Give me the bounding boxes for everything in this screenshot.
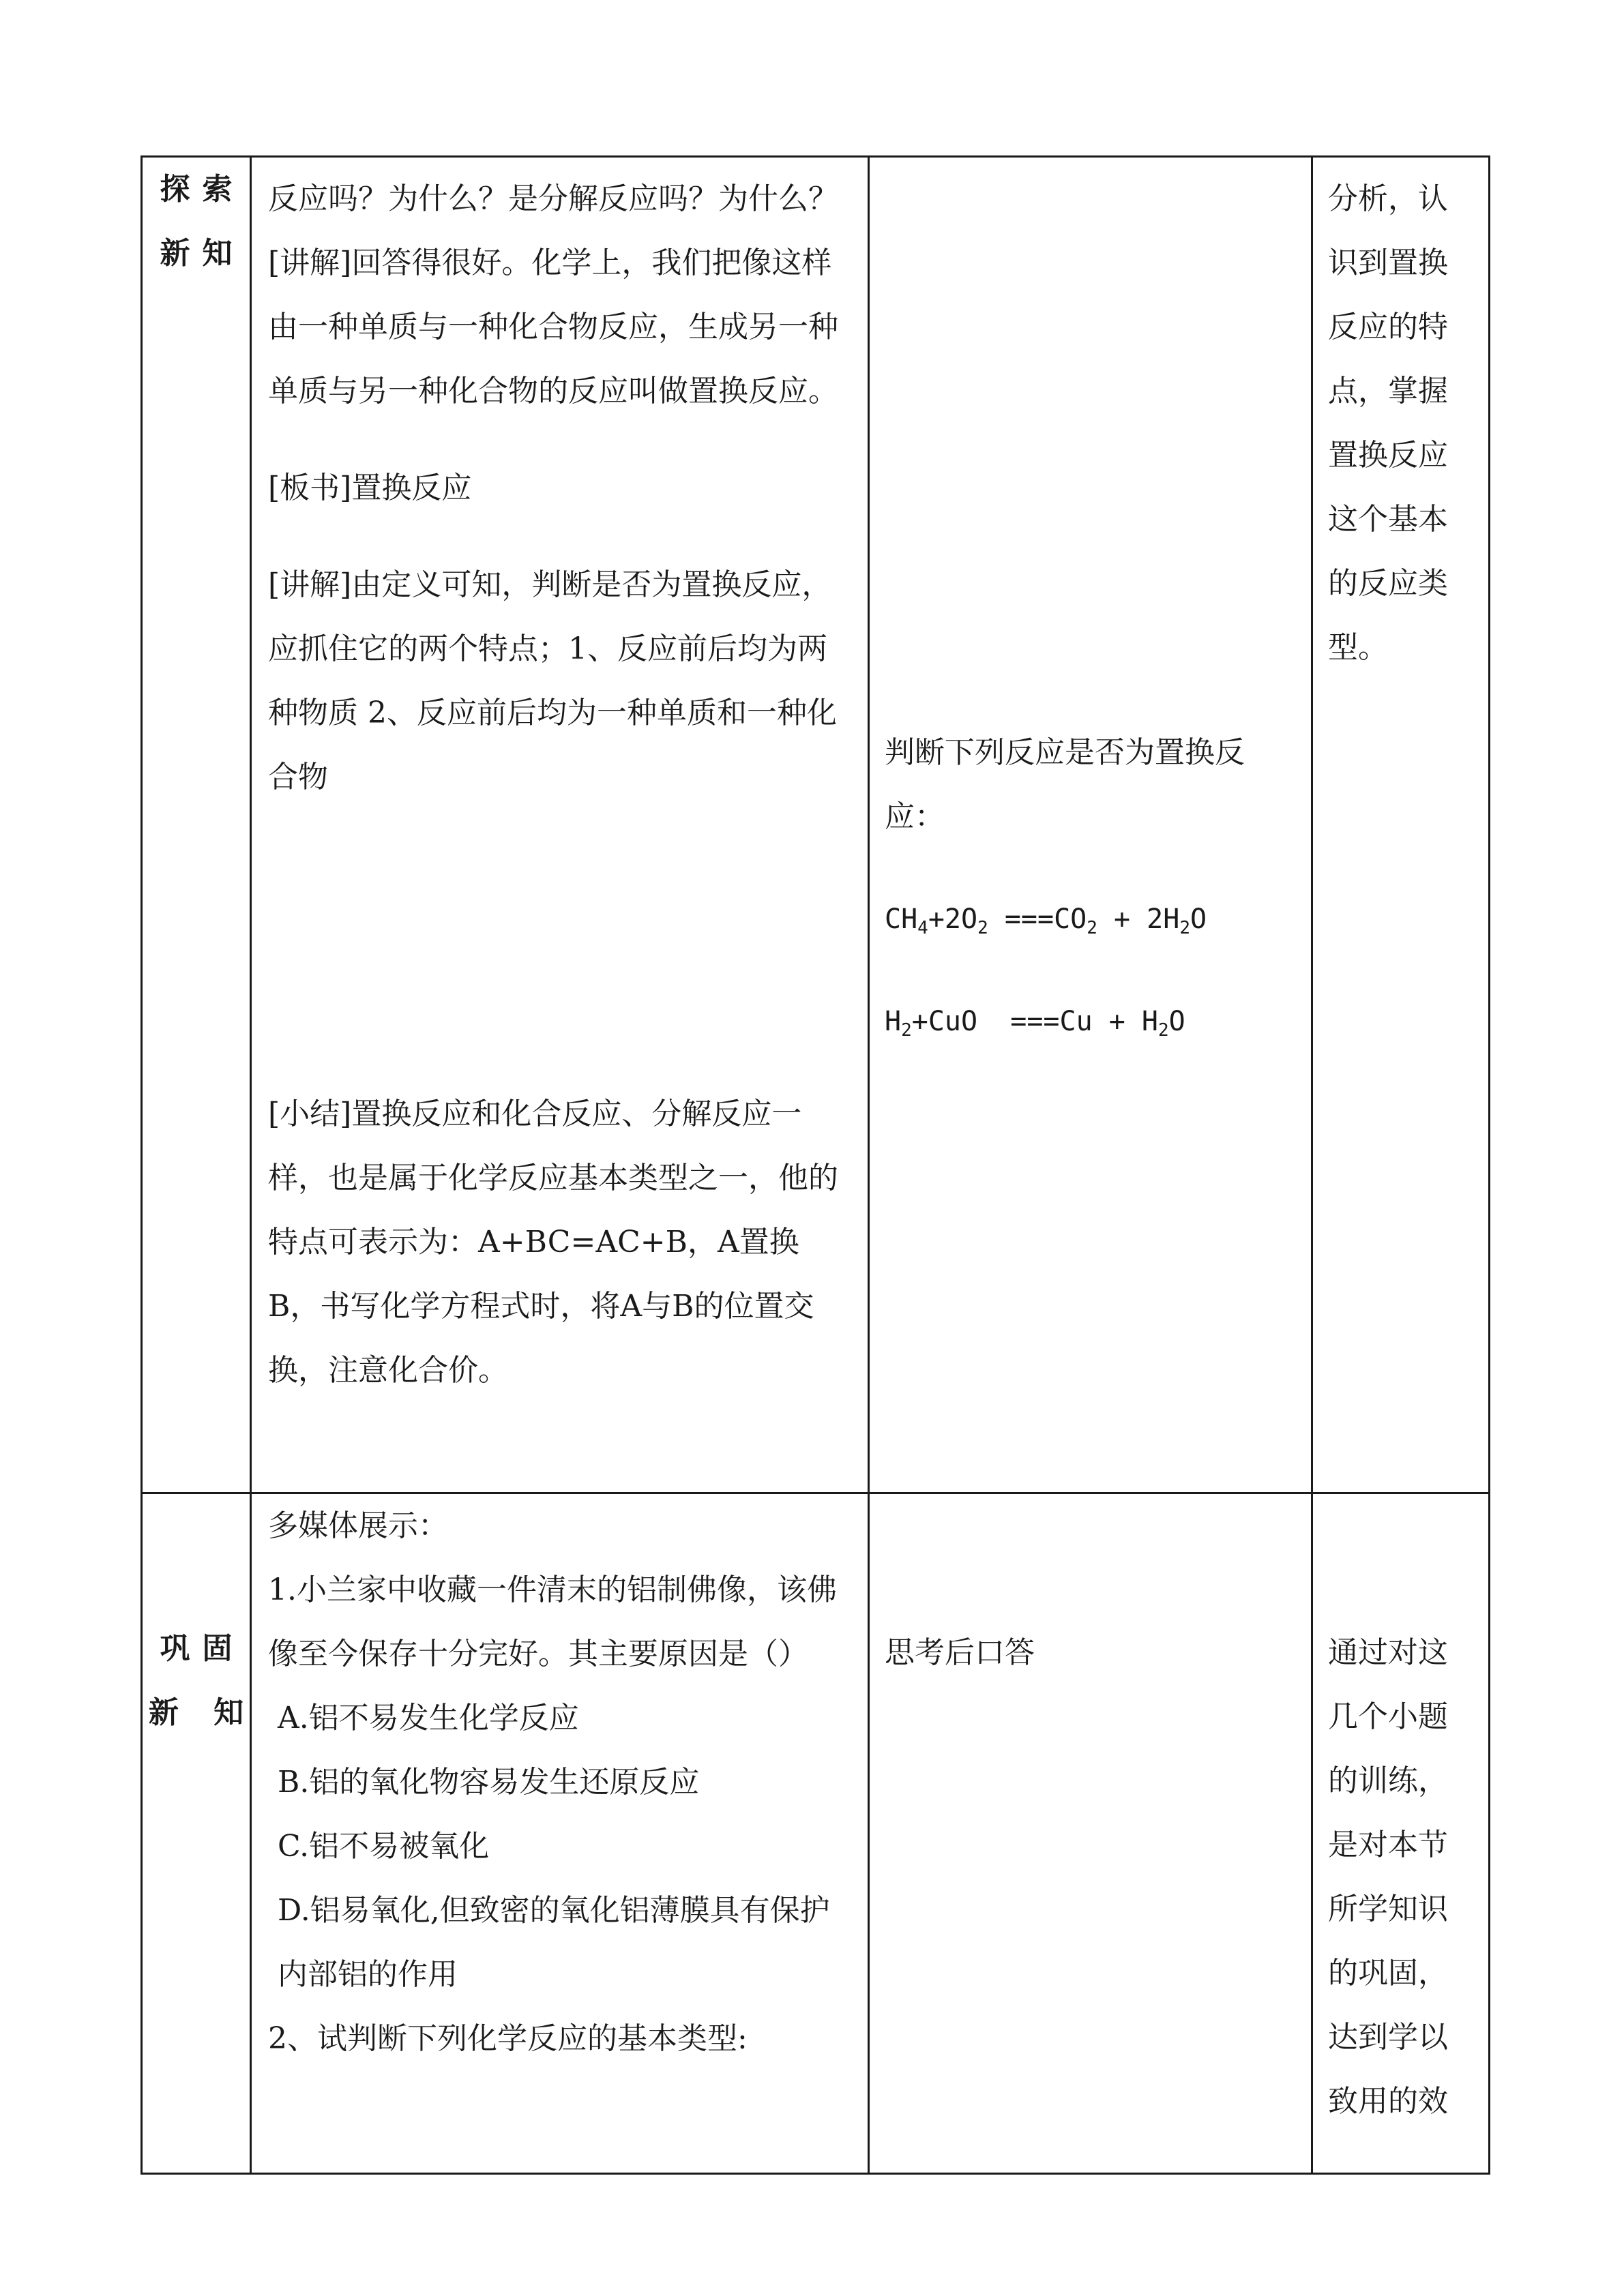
stage-label-line: 巩固 — [160, 1631, 245, 1666]
intent-line: 几个小题 — [1328, 1699, 1448, 1734]
stage-label-line: 探索 — [160, 172, 245, 207]
intent-line: 这个基本 — [1328, 502, 1448, 537]
teacher-paragraph: [讲解]回答得很好。化学上，我们把像这样由一种单质与一种化合物反应，生成另一种单质与另一种化合物的反应叫做置换反应。 — [268, 245, 838, 408]
design-intent-cell — [1312, 157, 1490, 1493]
intent-line: 点，掌握 — [1328, 374, 1448, 408]
intent-line: 的训练， — [1328, 1763, 1448, 1798]
teacher-paragraph: [板书]置换反应 — [268, 471, 472, 505]
question-text: 2、试判断下列化学反应的基本类型: — [268, 2021, 748, 2056]
teacher-activity-cell — [251, 157, 869, 1493]
stage-cell — [142, 157, 251, 1493]
teacher-paragraph: [讲解]由定义可知，判断是否为置换反应，应抓住它的两个特点；1、反应前后均为两种物质 2、反应前后均为一种单质和一种化合物 — [268, 567, 837, 794]
option-a: A.铝不易发生化学反应 — [278, 1701, 579, 1735]
option-c: C.铝不易被氧化 — [278, 1829, 490, 1864]
design-intent-cell — [1312, 1493, 1490, 2174]
intent-line: 置换反应 — [1328, 438, 1448, 473]
intent-line: 分析，认 — [1328, 181, 1448, 216]
option-b: B.铝的氧化物容易发生还原反应 — [278, 1765, 700, 1800]
lesson-plan-table — [141, 155, 1490, 2175]
teacher-activity-cell — [251, 1493, 869, 2174]
intent-line: 识到置换 — [1328, 245, 1448, 280]
student-activity-cell — [869, 157, 1312, 1493]
student-prompt: 判断下列反应是否为置换反应： — [885, 735, 1245, 834]
student-activity-cell — [869, 1493, 1312, 2174]
teacher-paragraph: 反应吗？为什么？是分解反应吗？为什么？ — [268, 181, 838, 216]
intent-line: 的反应类 — [1328, 566, 1448, 601]
question-text: 1.小兰家中收藏一件清末的铝制佛像，该佛像至今保存十分完好。其主要原因是（） — [268, 1572, 837, 1671]
teacher-paragraph: [小结]置换反应和化合反应、分解反应一样，也是属于化学反应基本类型之一，他的特点可表示为：A+BC=AC+B，A置换B，书写化学方程式时，将A与B的位置交换，注意化合价。 — [268, 1097, 838, 1388]
intent-line: 达到学以 — [1328, 2020, 1448, 2055]
table-row-explore — [142, 157, 1490, 1493]
intent-line: 型。 — [1328, 630, 1388, 665]
stage-label-line: 新 知 — [148, 1695, 256, 1730]
stage-label-line: 新知 — [160, 236, 245, 271]
intent-line: 通过对这 — [1328, 1635, 1448, 1670]
table-row-consolidate — [142, 1493, 1490, 2174]
student-answer-note: 思考后口答 — [885, 1635, 1035, 1670]
option-d: D.铝易氧化,但致密的氧化铝薄膜具有保护内部铝的作用 — [278, 1893, 830, 1992]
intent-line: 的巩固， — [1328, 1956, 1448, 1991]
intent-line: 反应的特 — [1328, 310, 1448, 344]
intent-line: 致用的效 — [1328, 2084, 1448, 2119]
intent-line: 是对本节 — [1328, 1828, 1448, 1862]
intent-line: 所学知识 — [1328, 1892, 1448, 1926]
stage-cell — [142, 1493, 256, 2174]
teacher-paragraph: 多媒体展示： — [268, 1508, 448, 1543]
chemical-equation: $H_2+CuO ===Cu + H_2O$ — [885, 1006, 1185, 1041]
chemical-equation: $CH_4+2O_2 ===CO_2 + 2H_2O$ — [885, 904, 1207, 938]
